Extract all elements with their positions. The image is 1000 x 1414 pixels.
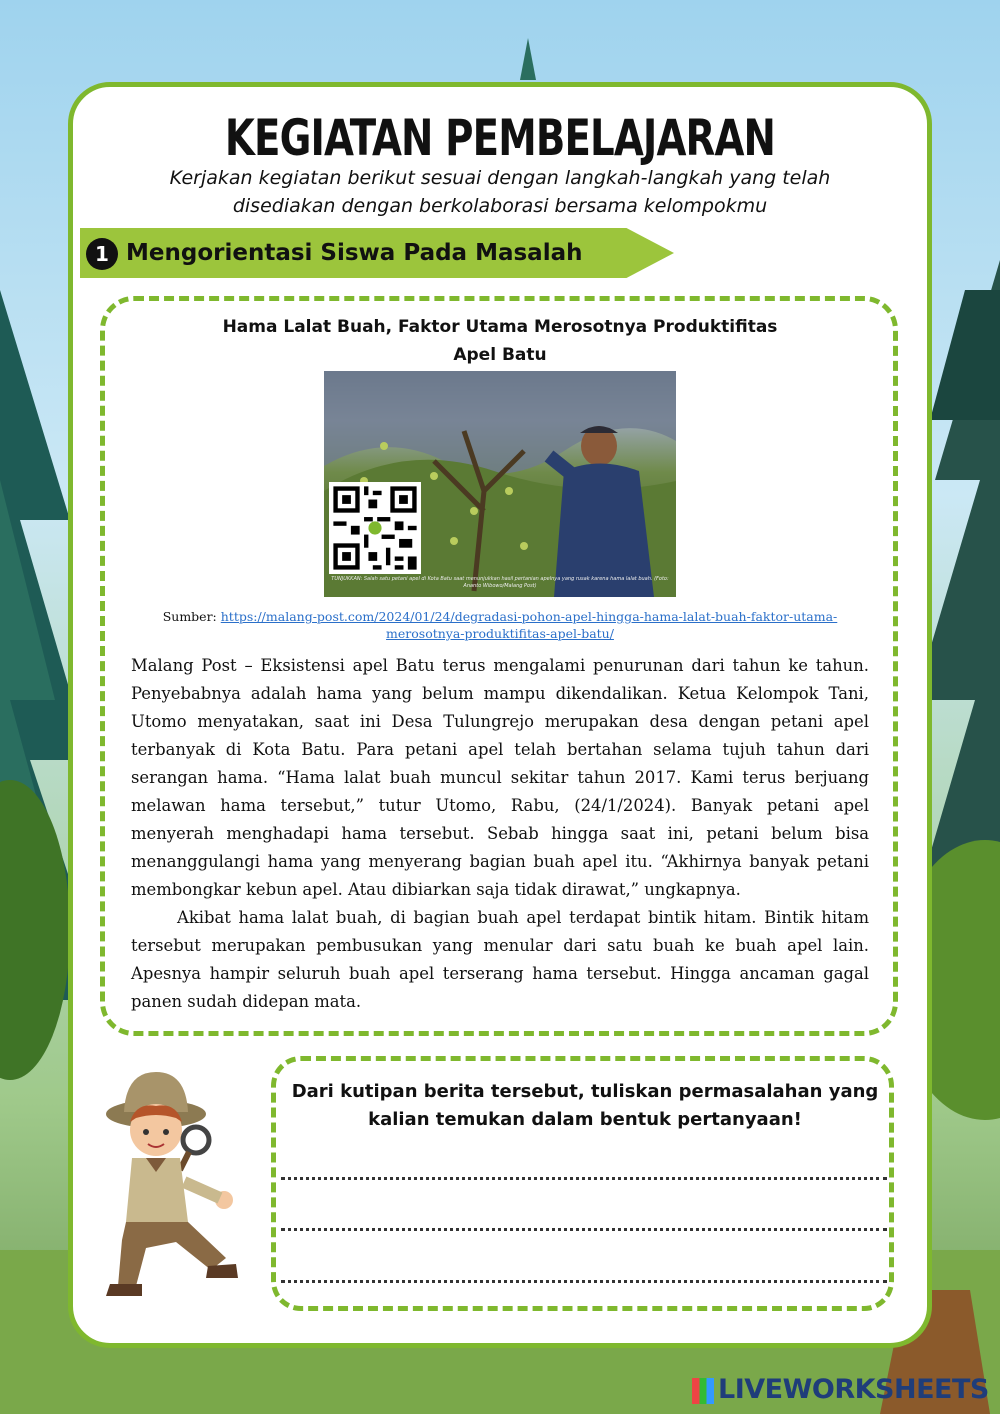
answer-line-2[interactable] bbox=[281, 1201, 887, 1231]
source-line bbox=[140, 608, 860, 642]
article-paragraph-2: Akibat hama lalat buah, di bagian buah apel terdapat bintik hitam. Bintik hitam tersebut merupakan pembusukan yang menular dari satu buah ke buah apel lain. Apesnya hampir seluruh buah apel terserang hama tersebut. Hingga ancaman gagal panen sudah didepan mata. bbox=[131, 908, 869, 1011]
source-link[interactable]: https://malang-post.com/2024/01/24/degradasi-pohon-apel-hingga-hama-lalat-buah-faktor-utama-merosotnya-produktifitas-apel-batu/ bbox=[220, 609, 838, 641]
kid-explorer-illustration bbox=[96, 1062, 266, 1306]
pine-top-center bbox=[520, 38, 536, 80]
page-title: KEGIATAN PEMBELAJARAN bbox=[224, 109, 776, 167]
step-number-badge: 1 bbox=[86, 238, 118, 270]
step-title: Mengorientasi Siswa Pada Masalah bbox=[126, 240, 583, 266]
answer-line-3[interactable] bbox=[281, 1253, 887, 1283]
qr-code-icon[interactable] bbox=[329, 482, 421, 574]
article-title: Hama Lalat Buah, Faktor Utama Merosotnya Produktifitas Apel Batu bbox=[222, 317, 778, 365]
brand-name: LIVEWORKSHEETS bbox=[718, 1374, 989, 1405]
article-body bbox=[131, 652, 869, 1016]
photo-caption: TUNJUKKAN: Salah satu petani apel di Kota Batu saat menunjukkan hasil pertanian apelnya yang rusak karena hama lalat buah. (Foto: Ananto Wibowo/Malang Post) bbox=[331, 576, 669, 589]
bush-left bbox=[0, 780, 70, 1080]
page-subtitle: Kerjakan kegiatan berikut sesuai dengan langkah-langkah yang telah disediakan dengan berkolaborasi bersama kelompokmu bbox=[169, 167, 831, 217]
answer-line-1[interactable] bbox=[281, 1150, 887, 1180]
pine-tree-right-2 bbox=[930, 290, 1000, 420]
source-label: Sumber: bbox=[162, 609, 221, 624]
liveworksheets-icon bbox=[692, 1378, 714, 1404]
liveworksheets-logo[interactable] bbox=[692, 1372, 992, 1408]
question-prompt: Dari kutipan berita tersebut, tuliskan permasalahan yang kalian temukan dalam bentuk pertanyaan! bbox=[291, 1081, 879, 1130]
article-paragraph-1: Malang Post – Eksistensi apel Batu terus mengalami penurunan dari tahun ke tahun. Penyebabnya adalah hama yang belum mampu dikendalikan. Ketua Kelompok Tani, Utomo menyatakan, saat ini Desa Tulungrejo merupakan desa dengan petani apel terbanyak di Kota Batu. Para petani apel telah bertahan selama tujuh tahun dari serangan hama. “Hama lalat buah muncul sekitar tahun 2017. Kami terus berjuang melawan hama tersebut,” tutur Utomo, Rabu, (24/1/2024). Banyak petani apel menyerah menghadapi hama tersebut. Sebab hingga saat ini, petani belum bisa menanggulangi hama yang menyerang bagian buah apel itu. “Akhirnya banyak petani membongkar kebun apel. Atau dibiarkan saja tidak dirawat,” ungkapnya. bbox=[131, 656, 869, 899]
